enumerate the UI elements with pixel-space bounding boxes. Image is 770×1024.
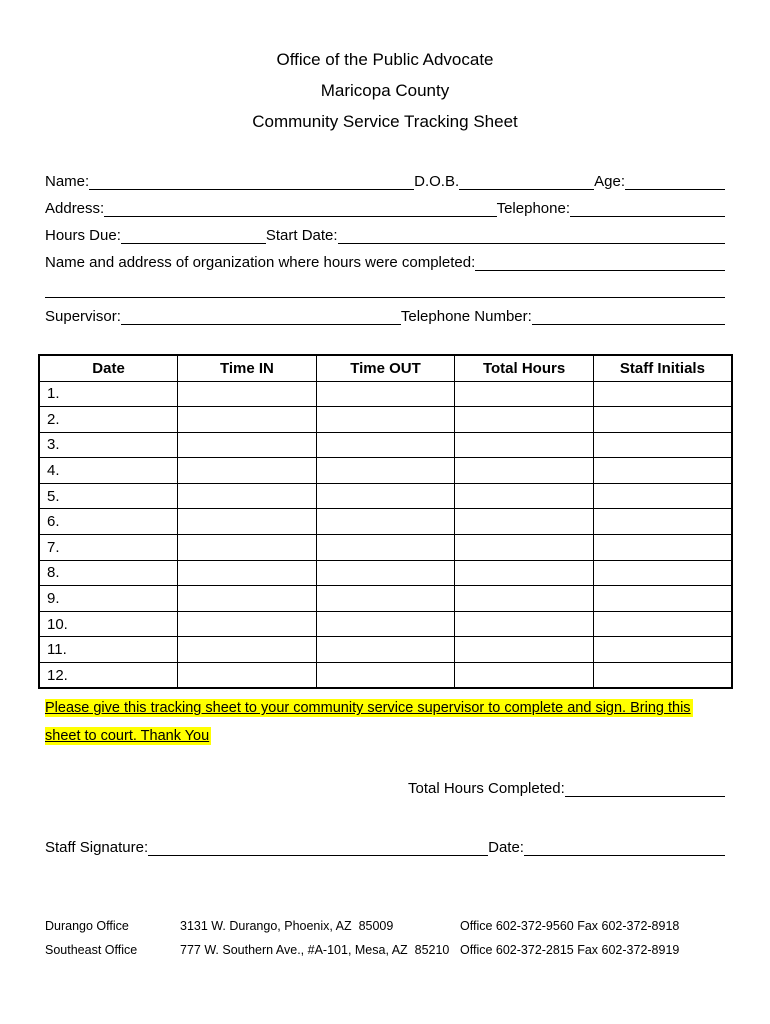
- empty-cell: [455, 637, 594, 663]
- empty-cell: [316, 458, 455, 484]
- empty-cell: [455, 509, 594, 535]
- empty-cell: [593, 611, 732, 637]
- empty-cell: [316, 432, 455, 458]
- empty-cell: [455, 407, 594, 433]
- table-row: [39, 611, 732, 637]
- empty-cell: [178, 407, 317, 433]
- table-row: [39, 535, 732, 561]
- empty-cell: [593, 432, 732, 458]
- row-number-cell: 4.: [39, 458, 178, 484]
- empty-cell: [455, 458, 594, 484]
- telephone-number-fill-line: [532, 324, 725, 325]
- table-row: [39, 432, 732, 458]
- table-row: [39, 637, 732, 663]
- total-hours-row: [408, 774, 725, 801]
- date-label: Date:: [488, 839, 524, 857]
- row-number-cell: 6.: [39, 509, 178, 535]
- empty-cell: [178, 381, 317, 407]
- staff-signature-label: Staff Signature:: [45, 839, 149, 857]
- start-date-fill-line: [338, 243, 725, 244]
- empty-cell: [178, 458, 317, 484]
- empty-cell: [593, 483, 732, 509]
- empty-cell: [178, 611, 317, 637]
- dob-label: D.O.B.: [414, 173, 460, 190]
- organization-fill-line: [475, 270, 725, 271]
- service-table-body: [39, 381, 732, 688]
- empty-cell: [455, 535, 594, 561]
- address-fill-line: [104, 216, 496, 217]
- empty-cell: [178, 535, 317, 561]
- name-dob-age-row: [45, 167, 725, 194]
- hours-due-start-date-row: [45, 221, 725, 248]
- empty-cell: [316, 407, 455, 433]
- empty-cell: [178, 483, 317, 509]
- row-number-cell: 7.: [39, 535, 178, 561]
- organization-continuation-row: [45, 275, 725, 302]
- empty-cell: [316, 560, 455, 586]
- staff-signature-row: [45, 833, 725, 860]
- empty-cell: [316, 663, 455, 689]
- empty-cell: [178, 663, 317, 689]
- table-row: [39, 381, 732, 407]
- empty-cell: [455, 663, 594, 689]
- column-header: Date: [39, 355, 178, 381]
- service-hours-table: [38, 354, 733, 689]
- page-title: Community Service Tracking Sheet: [252, 112, 518, 131]
- office-phones: Office 602-372-9560 Fax 602-372-8918: [460, 919, 680, 934]
- organization-fill-line-2: [45, 297, 725, 298]
- empty-cell: [316, 381, 455, 407]
- empty-cell: [593, 663, 732, 689]
- empty-cell: [178, 586, 317, 612]
- office-address: 3131 W. Durango, Phoenix, AZ 85009: [180, 919, 394, 934]
- column-header: Total Hours: [455, 355, 594, 381]
- empty-cell: [316, 535, 455, 561]
- empty-cell: [455, 432, 594, 458]
- empty-cell: [593, 381, 732, 407]
- empty-cell: [316, 483, 455, 509]
- row-number-cell: 10.: [39, 611, 178, 637]
- row-number-cell: 5.: [39, 483, 178, 509]
- notice-line-2: sheet to court. Thank You: [45, 728, 210, 745]
- empty-cell: [178, 432, 317, 458]
- column-header: Staff Initials: [593, 355, 732, 381]
- column-header: Time OUT: [316, 355, 455, 381]
- empty-cell: [593, 560, 732, 586]
- empty-cell: [593, 509, 732, 535]
- supervisor-row: [45, 302, 725, 329]
- southeast-office-row: [45, 938, 725, 962]
- telephone-label: Telephone:: [496, 200, 570, 217]
- empty-cell: [593, 458, 732, 484]
- empty-cell: [316, 586, 455, 612]
- supervisor-label: Supervisor:: [45, 308, 121, 325]
- staff-signature-fill-line: [148, 855, 488, 856]
- empty-cell: [455, 586, 594, 612]
- empty-cell: [593, 407, 732, 433]
- start-date-label: Start Date:: [265, 227, 338, 244]
- office-phones: Office 602-372-2815 Fax 602-372-8919: [460, 943, 680, 958]
- supervisor-fill-line: [121, 324, 401, 325]
- empty-cell: [455, 483, 594, 509]
- total-hours-completed-label: Total Hours Completed:: [408, 780, 565, 798]
- address-label: Address:: [45, 200, 105, 217]
- empty-cell: [593, 535, 732, 561]
- notice-line-1: Please give this tracking sheet to your community service supervisor to complete and sign. Bring this: [45, 700, 691, 717]
- table-row: [39, 407, 732, 433]
- title-block: [45, 44, 725, 137]
- address-telephone-row: [45, 194, 725, 221]
- table-header-row: [39, 355, 732, 381]
- empty-cell: [178, 560, 317, 586]
- notice-block: [45, 694, 725, 750]
- form-fields: [45, 167, 725, 329]
- office-address: 777 W. Southern Ave., #A-101, Mesa, AZ 85210: [180, 943, 450, 958]
- empty-cell: [178, 637, 317, 663]
- office-name: Southeast Office: [45, 943, 138, 958]
- organization-row: [45, 248, 725, 275]
- table-row: [39, 483, 732, 509]
- hours-due-fill-line: [121, 243, 266, 244]
- row-number-cell: 2.: [39, 407, 178, 433]
- row-number-cell: 3.: [39, 432, 178, 458]
- age-label: Age:: [594, 173, 625, 190]
- footer-block: [45, 914, 725, 962]
- name-fill-line: [89, 189, 414, 190]
- empty-cell: [316, 637, 455, 663]
- total-hours-fill-line: [565, 796, 725, 797]
- telephone-fill-line: [570, 216, 725, 217]
- county-title: Maricopa County: [320, 81, 450, 100]
- table-row: [39, 663, 732, 689]
- age-fill-line: [625, 189, 725, 190]
- empty-cell: [178, 509, 317, 535]
- row-number-cell: 9.: [39, 586, 178, 612]
- empty-cell: [593, 586, 732, 612]
- row-number-cell: 12.: [39, 663, 178, 689]
- row-number-cell: 1.: [39, 381, 178, 407]
- name-label: Name:: [45, 173, 90, 190]
- table-row: [39, 458, 732, 484]
- empty-cell: [455, 381, 594, 407]
- table-row: [39, 560, 732, 586]
- office-name: Durango Office: [45, 919, 129, 934]
- empty-cell: [455, 611, 594, 637]
- org-title: Office of the Public Advocate: [276, 50, 494, 69]
- hours-due-label: Hours Due:: [45, 227, 121, 244]
- organization-label: Name and address of organization where hours were completed:: [45, 254, 476, 271]
- durango-office-row: [45, 914, 725, 938]
- date-fill-line: [524, 855, 725, 856]
- row-number-cell: 11.: [39, 637, 178, 663]
- dob-fill-line: [459, 189, 594, 190]
- empty-cell: [455, 560, 594, 586]
- table-row: [39, 586, 732, 612]
- empty-cell: [316, 509, 455, 535]
- table-row: [39, 509, 732, 535]
- telephone-number-label: Telephone Number:: [400, 308, 532, 325]
- empty-cell: [316, 611, 455, 637]
- row-number-cell: 8.: [39, 560, 178, 586]
- column-header: Time IN: [178, 355, 317, 381]
- empty-cell: [593, 637, 732, 663]
